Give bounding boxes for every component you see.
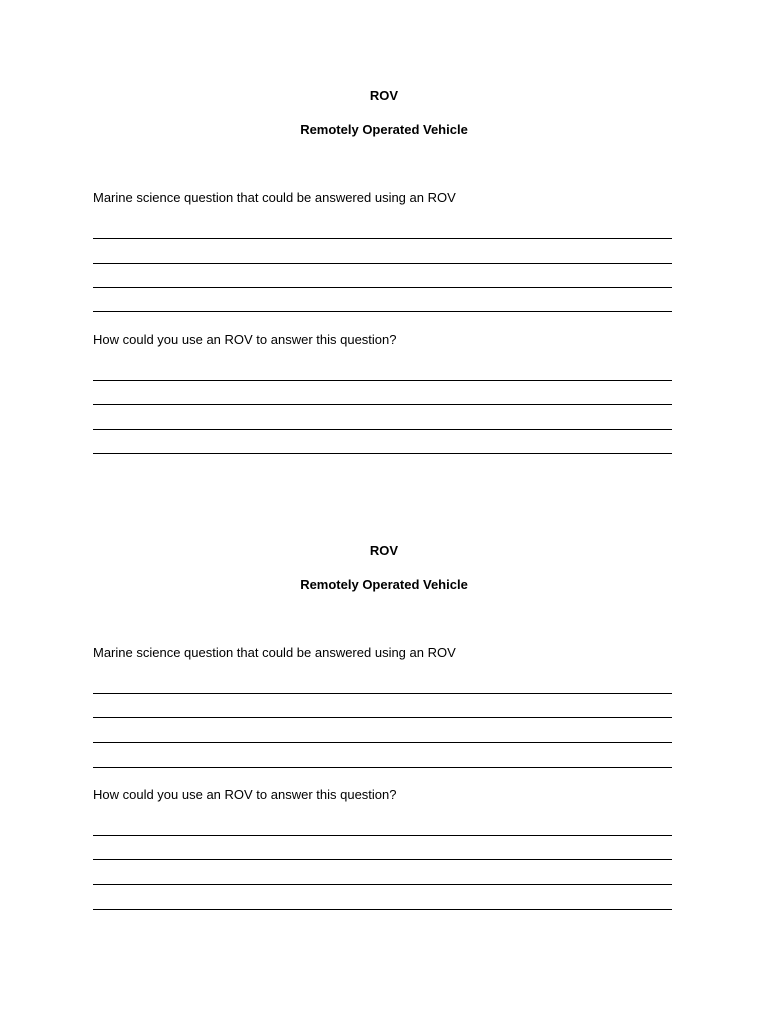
answer-line[interactable] <box>93 311 672 312</box>
answer-line[interactable] <box>93 717 672 718</box>
answer-line[interactable] <box>93 742 672 743</box>
answer-line[interactable] <box>93 453 672 454</box>
answer-line[interactable] <box>93 429 672 430</box>
answer-line[interactable] <box>93 263 672 264</box>
answer-line[interactable] <box>93 404 672 405</box>
question-2-prompt: How could you use an ROV to answer this question? <box>93 332 397 347</box>
worksheet-title: ROV <box>369 543 399 558</box>
answer-line[interactable] <box>93 767 672 768</box>
worksheet-subtitle: Remotely Operated Vehicle <box>300 577 468 592</box>
answer-line[interactable] <box>93 287 672 288</box>
answer-line[interactable] <box>93 884 672 885</box>
answer-line[interactable] <box>93 909 672 910</box>
answer-line[interactable] <box>93 238 672 239</box>
answer-line[interactable] <box>93 835 672 836</box>
question-1-prompt: Marine science question that could be answered using an ROV <box>93 190 456 205</box>
worksheet-title: ROV <box>369 88 399 103</box>
answer-line[interactable] <box>93 859 672 860</box>
question-1-prompt: Marine science question that could be answered using an ROV <box>93 645 456 660</box>
answer-line[interactable] <box>93 380 672 381</box>
answer-line[interactable] <box>93 693 672 694</box>
question-2-prompt: How could you use an ROV to answer this question? <box>93 787 397 802</box>
worksheet-subtitle: Remotely Operated Vehicle <box>300 122 468 137</box>
